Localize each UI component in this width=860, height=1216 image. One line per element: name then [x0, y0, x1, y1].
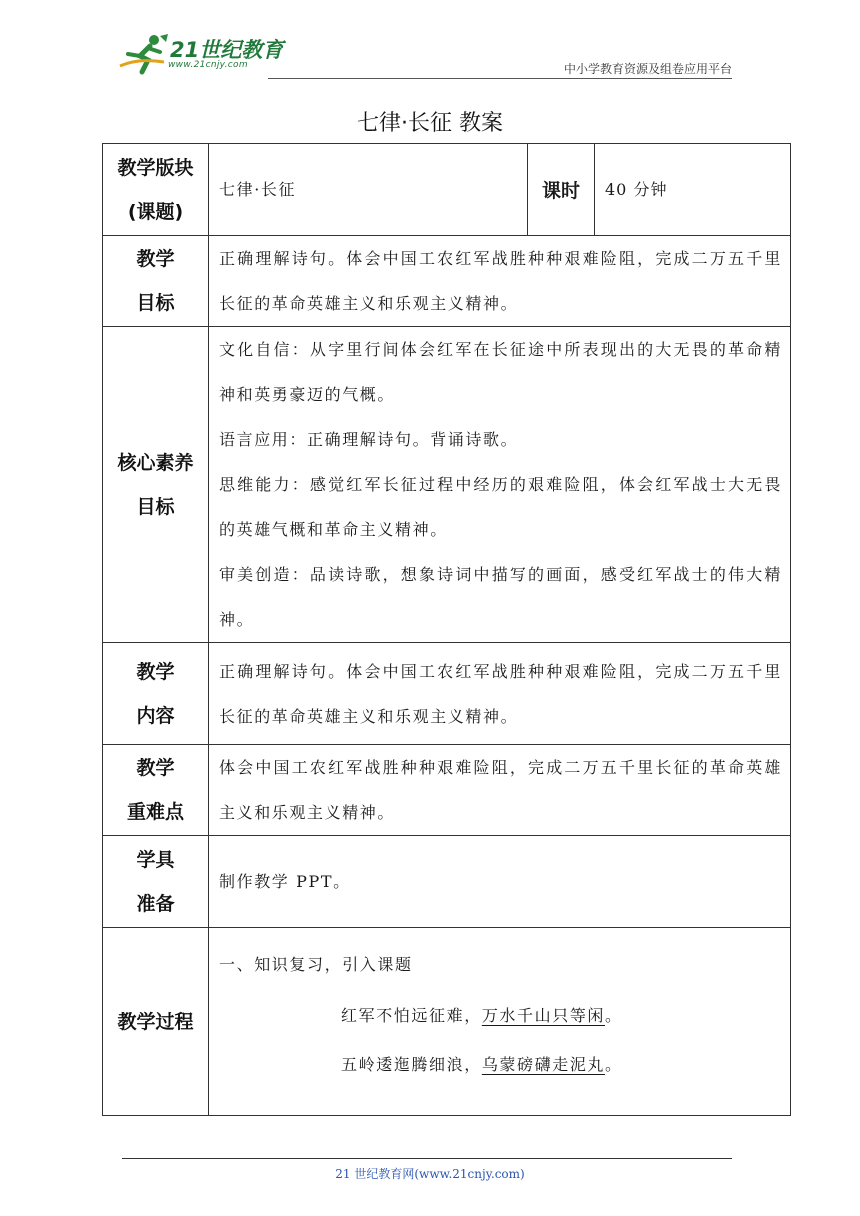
poem-line — [219, 987, 782, 1045]
lesson-plan-table — [102, 143, 791, 1116]
table-row — [103, 745, 791, 836]
logo-text: 21世纪教育 — [170, 38, 284, 62]
core-content — [209, 327, 791, 643]
poem-end: 。 — [605, 1006, 623, 1025]
logo-url: www.21cnjy.com — [168, 60, 248, 70]
runner-logo-icon — [118, 32, 170, 76]
tools-value: 制作教学 PPT。 — [209, 836, 791, 928]
goal-label: 教学 目标 — [103, 236, 209, 327]
difficulty-value: 体会中国工农红军战胜种种艰难险阻，完成二万五千里长征的革命英雄主义和乐观主义精神。 — [209, 745, 791, 836]
poem-lead: 红军不怕远征难， — [341, 1006, 482, 1025]
process-heading: 一、知识复习，引入课题 — [219, 955, 413, 974]
core-item: 思维能力：感觉红军长征过程中经历的艰难险阻，体会红军战士大无畏的英雄气概和革命主义精神。 — [219, 475, 782, 539]
platform-name: 中小学教育资源及组卷应用平台 — [563, 62, 732, 76]
header-divider — [268, 78, 732, 79]
module-label: 教学版块 (课题) — [103, 144, 209, 236]
content-value: 正确理解诗句。体会中国工农红军战胜种种艰难险阻，完成二万五千里长征的革命英雄主义和乐观主义精神。 — [209, 643, 791, 745]
tools-label: 学具 准备 — [103, 836, 209, 928]
table-row — [103, 643, 791, 745]
poem-underlined: 万水千山只等闲 — [481, 1006, 606, 1025]
core-item: 审美创造：品读诗歌，想象诗词中描写的画面，感受红军战士的伟大精神。 — [219, 565, 782, 629]
poem-line — [219, 1045, 782, 1085]
core-item: 语言应用：正确理解诗句。背诵诗歌。 — [219, 430, 519, 449]
core-item: 文化自信：从字里行间体会红军在长征途中所表现出的大无畏的革命精神和英勇豪迈的气概。 — [219, 340, 782, 404]
poem-underlined: 乌蒙磅礴走泥丸 — [481, 1055, 606, 1074]
core-label: 核心素养 目标 — [103, 327, 209, 643]
table-row — [103, 836, 791, 928]
difficulty-label: 教学 重难点 — [103, 745, 209, 836]
page-title: 七律·长征 教案 — [357, 111, 503, 136]
poem-lead: 五岭逶迤腾细浪， — [341, 1055, 482, 1074]
table-row — [103, 236, 791, 327]
period-value: 40 分钟 — [595, 144, 791, 236]
content-label: 教学 内容 — [103, 643, 209, 745]
footer-link[interactable]: 21 世纪教育网(www.21cnjy.com) — [335, 1167, 525, 1181]
table-row — [103, 928, 791, 1116]
process-label: 教学过程 — [103, 928, 209, 1116]
table-row — [103, 327, 791, 643]
period-label: 课时 — [528, 144, 595, 236]
goal-value: 正确理解诗句。体会中国工农红军战胜种种艰难险阻，完成二万五千里长征的革命英雄主义和乐观主义精神。 — [209, 236, 791, 327]
poem-end: 。 — [605, 1055, 623, 1074]
table-row — [103, 144, 791, 236]
logo — [118, 32, 288, 76]
footer-divider — [122, 1158, 732, 1159]
module-value: 七律·长征 — [209, 144, 528, 236]
page-header — [118, 30, 732, 80]
process-content — [209, 928, 791, 1116]
